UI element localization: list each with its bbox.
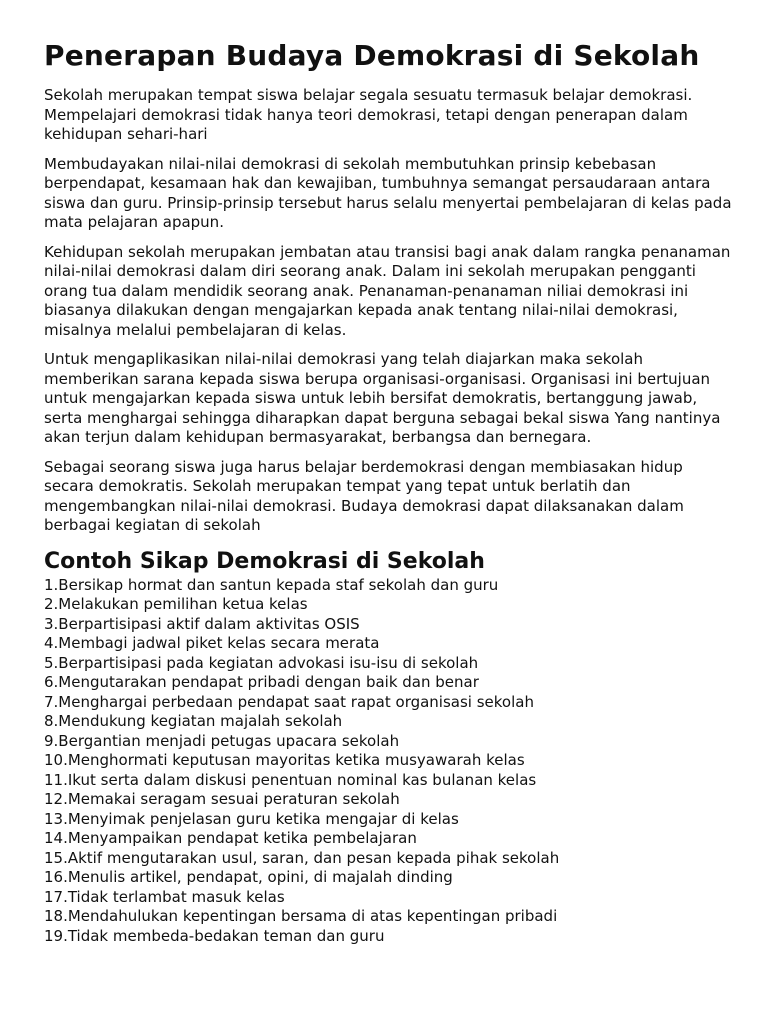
list-item: 7.Menghargai perbedaan pendapat saat rapat organisasi sekolah <box>44 692 534 711</box>
list-item: 2.Melakukan pemilihan ketua kelas <box>44 595 308 613</box>
list-item: 8.Mendukung kegiatan majalah sekolah <box>44 712 343 730</box>
list-item: 19.Tidak membeda-bedakan teman dan guru <box>44 926 385 945</box>
list-item: 12.Memakai seragam sesuai peraturan sekolah <box>44 790 400 808</box>
list-item: 17.Tidak terlambat masuk kelas <box>44 887 285 906</box>
list-item: 10.Menghormati keputusan mayoritas ketika musyawarah kelas <box>44 751 525 769</box>
list-item: 16.Menulis artikel, pendapat, opini, di majalah dinding <box>44 868 453 886</box>
list-item: 5.Berpartisipasi pada kegiatan advokasi isu-isu di sekolah <box>44 653 479 672</box>
list-item: 1.Bersikap hormat dan santun kepada staf sekolah dan guru <box>44 575 499 594</box>
paragraph: Untuk mengaplikasikan nilai-nilai demokrasi yang telah diajarkan maka sekolah memberikan sarana kepada siswa berupa organisasi-organisasi. Organisasi ini bertujuan untuk mengajarkan kepada siswa untuk lebih bersifat demokratis, bertanggung jawab, serta menghargai sehingga diharapkan dapat berguna sebagai bekal siswa Yang nantinya akan terjun dalam kehidupan bermasyarakat, berbangsa dan bernegara. <box>44 350 721 446</box>
list-item: 13.Menyimak penjelasan guru ketika mengajar di kelas <box>44 809 459 828</box>
section-heading: Contoh Sikap Demokrasi di Sekolah <box>44 548 485 574</box>
list-item: 15.Aktif mengutarakan usul, saran, dan pesan kepada pihak sekolah <box>44 848 560 867</box>
list-item: 11.Ikut serta dalam diskusi penentuan nominal kas bulanan kelas <box>44 770 537 789</box>
paragraph: Membudayakan nilai-nilai demokrasi di sekolah membutuhkan prinsip kebebasan berpendapat, kesamaan hak dan kewajiban, tumbuhnya semangat persaudaraan antara siswa dan guru. Prinsip-prinsip tersebut harus selalu menyertai pembelajaran di kelas pada mata pelajaran apapun. <box>44 154 732 231</box>
document-page <box>44 38 734 946</box>
list-item: 6.Mengutarakan pendapat pribadi dengan baik dan benar <box>44 673 479 691</box>
list-item: 9.Bergantian menjadi petugas upacara sekolah <box>44 731 400 750</box>
list-item: 4.Membagi jadwal piket kelas secara merata <box>44 634 380 652</box>
paragraph: Sekolah merupakan tempat siswa belajar segala sesuatu termasuk belajar demokrasi. Mempelajari demokrasi tidak hanya teori demokrasi, tetapi dengan penerapan dalam kehidupan sehari-hari <box>44 86 693 143</box>
document-title: Penerapan Budaya Demokrasi di Sekolah <box>44 39 700 72</box>
list-item: 14.Menyampaikan pendapat ketika pembelajaran <box>44 829 417 847</box>
example-list <box>44 576 734 947</box>
paragraph: Kehidupan sekolah merupakan jembatan atau transisi bagi anak dalam rangka penanaman nilai-nilai demokrasi dalam diri seorang anak. Dalam ini sekolah merupakan pengganti orang tua dalam mendidik seorang anak. Penanaman-penanaman niliai demokrasi ini biasanya dilakukan dengan mengajarkan kepada anak tentang nilai-nilai demokrasi, misalnya melalui pembelajaran di kelas. <box>44 242 731 339</box>
paragraph: Sebagai seorang siswa juga harus belajar berdemokrasi dengan membiasakan hidup secara demokratis. Sekolah merupakan tempat yang tepat untuk berlatih dan mengembangkan nilai-nilai demokrasi. Budaya demokrasi dapat dilaksanakan dalam berbagai kegiatan di sekolah <box>44 457 684 534</box>
list-item: 3.Berpartisipasi aktif dalam aktivitas OSIS <box>44 614 360 633</box>
list-item: 18.Mendahulukan kepentingan bersama di atas kepentingan pribadi <box>44 907 558 925</box>
